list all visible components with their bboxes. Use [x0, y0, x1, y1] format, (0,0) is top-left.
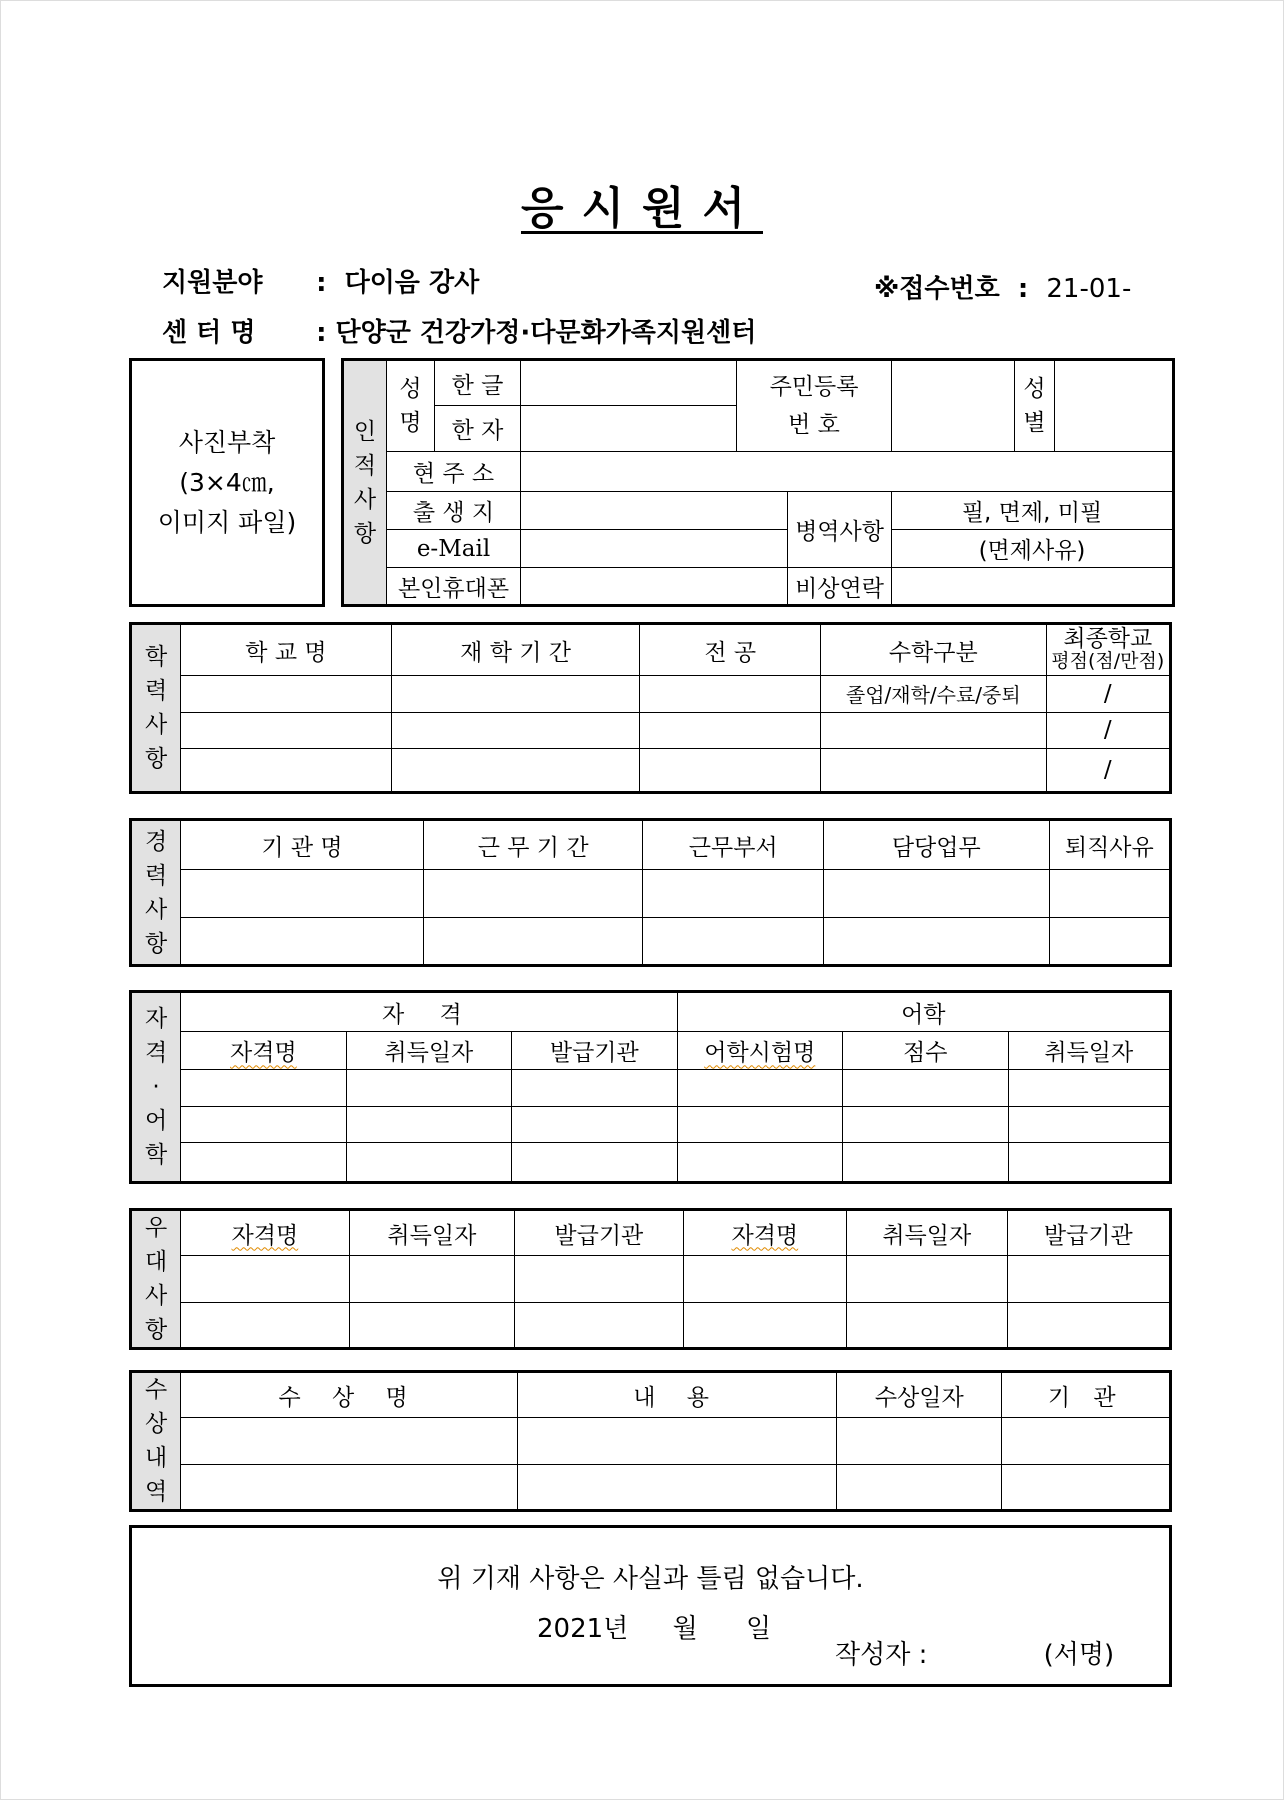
table-cell[interactable]	[820, 748, 1046, 792]
table-cell[interactable]	[515, 1256, 683, 1302]
table-cell[interactable]	[346, 1142, 511, 1182]
declaration-statement: 위 기재 사항은 사실과 틀림 없습니다.	[437, 1564, 864, 1594]
award-header-content: 내 용	[518, 1372, 837, 1418]
date-year: 2021년	[537, 1614, 629, 1644]
photo-box[interactable]	[129, 358, 325, 607]
education-table	[129, 622, 1172, 794]
table-cell[interactable]	[677, 1070, 842, 1106]
status-options[interactable]: 졸업/재학/수료/중퇴	[820, 676, 1046, 712]
education-side: 학력사항	[131, 624, 181, 793]
photo-file: 이미지 파일)	[157, 507, 297, 537]
table-cell[interactable]	[677, 1106, 842, 1142]
table-cell[interactable]	[181, 748, 392, 792]
email-input[interactable]	[521, 530, 788, 568]
table-cell[interactable]	[847, 1302, 1007, 1348]
hanja-label: 한 자	[435, 406, 521, 452]
writer-line	[835, 1634, 1114, 1671]
field-value: 다이음 강사	[344, 268, 480, 298]
gpa-slash[interactable]: /	[1046, 676, 1170, 712]
table-cell[interactable]	[640, 676, 821, 712]
table-cell[interactable]	[677, 1142, 842, 1182]
career-header-dept: 근무부서	[643, 820, 824, 870]
table-cell[interactable]	[181, 1302, 349, 1348]
edu-header-school: 학 교 명	[181, 624, 392, 676]
center-label: 센 터 명	[162, 318, 256, 348]
awards-table	[129, 1370, 1172, 1512]
table-cell[interactable]	[349, 1302, 514, 1348]
receipt-label: ※접수번호	[874, 274, 1000, 304]
name-label: 성명	[387, 360, 435, 452]
table-cell[interactable]	[423, 918, 643, 966]
table-cell[interactable]	[1007, 1256, 1171, 1302]
table-cell[interactable]	[346, 1070, 511, 1106]
award-header-name: 수 상 명	[181, 1372, 518, 1418]
edu-header-status: 수학구분	[820, 624, 1046, 676]
photo-label: 사진부착	[178, 427, 276, 457]
table-cell[interactable]	[512, 1142, 677, 1182]
signature-field[interactable]: (서명)	[1043, 1640, 1115, 1670]
table-cell[interactable]	[823, 870, 1049, 918]
pref-header-cert-name: 자격명	[181, 1210, 349, 1256]
military-label: 병역사항	[788, 492, 892, 568]
center-value: 단양군 건강가정·다문화가족지원센터	[335, 318, 757, 348]
table-cell[interactable]	[1002, 1464, 1171, 1510]
resident-no-label: 주민등록 번 호	[737, 360, 892, 452]
table-cell[interactable]	[181, 712, 392, 748]
edu-header-period: 재 학 기 간	[391, 624, 640, 676]
table-cell[interactable]	[518, 1418, 837, 1464]
emergency-input[interactable]	[892, 568, 1174, 606]
personal-table	[341, 358, 1175, 607]
awards-side: 수상내역	[131, 1372, 181, 1511]
table-cell[interactable]	[181, 1464, 518, 1510]
edu-header-major: 전 공	[640, 624, 821, 676]
table-cell[interactable]	[512, 1106, 677, 1142]
career-table	[129, 818, 1172, 967]
table-cell[interactable]	[1008, 1106, 1171, 1142]
hangul-input[interactable]	[521, 360, 737, 406]
address-label: 현 주 소	[387, 452, 521, 492]
table-cell[interactable]	[1008, 1070, 1171, 1106]
emergency-label: 비상연락	[788, 568, 892, 606]
hangul-label: 한 글	[435, 360, 521, 406]
declaration-box	[129, 1525, 1172, 1687]
address-input[interactable]	[521, 452, 1174, 492]
personal-side: 인적사항	[343, 360, 387, 606]
exempt-reason[interactable]: (면제사유)	[892, 530, 1174, 568]
table-cell[interactable]	[1002, 1418, 1171, 1464]
award-header-org: 기 관	[1002, 1372, 1171, 1418]
table-cell[interactable]	[843, 1070, 1008, 1106]
table-cell[interactable]	[1049, 870, 1170, 918]
table-cell[interactable]	[1008, 1142, 1171, 1182]
pref-header-date: 취득일자	[349, 1210, 514, 1256]
lang-group-header: 어학	[677, 992, 1170, 1032]
pref-header-issuer: 발급기관	[515, 1210, 683, 1256]
career-side: 경력사항	[131, 820, 181, 966]
photo-size: (3×4㎝,	[179, 467, 275, 497]
table-cell[interactable]	[515, 1302, 683, 1348]
award-header-date: 수상일자	[837, 1372, 1002, 1418]
military-options[interactable]: 필, 면제, 미필	[892, 492, 1174, 530]
field-label: 지원분야	[162, 268, 263, 298]
table-cell[interactable]	[837, 1464, 1002, 1510]
table-cell[interactable]	[823, 918, 1049, 966]
table-cell[interactable]	[181, 1256, 349, 1302]
table-cell[interactable]	[391, 676, 640, 712]
table-cell[interactable]	[643, 918, 824, 966]
table-cell[interactable]	[181, 1142, 346, 1182]
qualification-table	[129, 990, 1172, 1184]
table-cell[interactable]	[391, 712, 640, 748]
table-cell[interactable]	[847, 1256, 1007, 1302]
table-cell[interactable]	[349, 1256, 514, 1302]
career-header-duty: 담당업무	[823, 820, 1049, 870]
qual-header-lang-date: 취득일자	[1008, 1032, 1171, 1070]
career-header-period: 근 무 기 간	[423, 820, 643, 870]
mobile-label: 본인휴대폰	[387, 568, 521, 606]
preference-table	[129, 1208, 1172, 1350]
table-cell[interactable]	[1007, 1302, 1171, 1348]
resident-no-input[interactable]	[892, 360, 1015, 452]
cert-group-header: 자 격	[181, 992, 677, 1032]
gpa-slash[interactable]: /	[1046, 712, 1170, 748]
table-cell[interactable]	[1049, 918, 1170, 966]
qual-header-date: 취득일자	[346, 1032, 511, 1070]
table-cell[interactable]	[181, 918, 424, 966]
table-cell[interactable]	[843, 1106, 1008, 1142]
table-cell[interactable]	[683, 1302, 846, 1348]
qualification-side: 자격·어학	[131, 992, 181, 1183]
table-cell[interactable]	[837, 1418, 1002, 1464]
table-cell[interactable]	[346, 1106, 511, 1142]
table-cell[interactable]	[181, 1418, 518, 1464]
page-title: 응시원서	[520, 183, 763, 234]
hanja-input[interactable]	[521, 406, 737, 452]
table-cell[interactable]	[423, 870, 643, 918]
mobile-input[interactable]	[521, 568, 788, 606]
table-cell[interactable]	[181, 1070, 346, 1106]
center-row: 센 터 명 : 단양군 건강가정·다문화가족지원센터	[162, 312, 756, 349]
qual-header-score: 점수	[843, 1032, 1008, 1070]
date-day: 일	[745, 1614, 772, 1644]
pref-header-issuer-2: 발급기관	[1007, 1210, 1171, 1256]
table-cell[interactable]	[181, 870, 424, 918]
table-cell[interactable]	[640, 712, 821, 748]
table-cell[interactable]	[640, 748, 821, 792]
table-cell[interactable]	[643, 870, 824, 918]
table-cell[interactable]	[512, 1070, 677, 1106]
email-label: e-Mail	[387, 530, 521, 568]
table-cell[interactable]	[518, 1464, 837, 1510]
gender-label: 성별	[1015, 360, 1055, 452]
pref-header-date-2: 취득일자	[847, 1210, 1007, 1256]
qual-header-issuer: 발급기관	[512, 1032, 677, 1070]
career-header-org: 기 관 명	[181, 820, 424, 870]
receipt-value: 21-01-	[1046, 274, 1132, 304]
pref-header-cert-name-2: 자격명	[683, 1210, 846, 1256]
table-cell[interactable]	[181, 1106, 346, 1142]
edu-header-final: 최종학교 평점(점/만점)	[1046, 624, 1170, 676]
qual-header-test-name: 어학시험명	[677, 1032, 842, 1070]
table-cell[interactable]	[181, 676, 392, 712]
receipt-row: ※접수번호 : 21-01-	[874, 274, 1132, 304]
field-row: 지원분야 : 다이음 강사	[162, 262, 479, 299]
qual-header-cert-name: 자격명	[181, 1032, 346, 1070]
table-cell[interactable]	[391, 748, 640, 792]
career-header-reason: 퇴직사유	[1049, 820, 1170, 870]
date-month: 월	[672, 1614, 698, 1644]
table-cell[interactable]	[843, 1142, 1008, 1182]
table-cell[interactable]	[683, 1256, 846, 1302]
gender-input[interactable]	[1055, 360, 1174, 452]
gpa-slash[interactable]: /	[1046, 748, 1170, 792]
declaration-date	[537, 1608, 771, 1645]
table-cell[interactable]	[820, 712, 1046, 748]
birthplace-label: 출 생 지	[387, 492, 521, 530]
birthplace-input[interactable]	[521, 492, 788, 530]
writer-label: 작성자 :	[835, 1640, 928, 1670]
preference-side: 우대사항	[131, 1210, 181, 1349]
